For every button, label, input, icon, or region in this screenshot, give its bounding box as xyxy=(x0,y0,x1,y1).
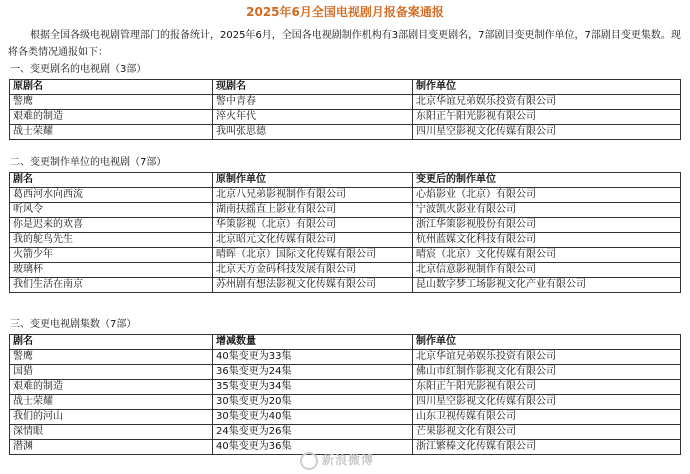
table-row xyxy=(10,410,681,425)
table-cell: 东阳正午阳光影视有限公司 xyxy=(413,380,681,395)
table-cell: 湖南扶摇直上影业有限公司 xyxy=(213,203,413,218)
table-cell: 北京信意影视制作有限公司 xyxy=(413,263,681,278)
table-cell: 我叫张思德 xyxy=(213,125,413,140)
intro-paragraph: 根据全国各级电视剧管理部门的报备统计，2025年6月，全国各电视剧制作机构有3部剧目变更剧名，7部剧目变更制作单位，7部剧目变更集数。现将各类情况通报如下： xyxy=(8,30,681,58)
table-cell: 我的鸵鸟先生 xyxy=(10,233,213,248)
table-cell: 艰难的制造 xyxy=(10,110,213,125)
page-title: 2025年6月全国电视剧月报备案通报 xyxy=(246,5,444,19)
table-cell: 30集变更为40集 xyxy=(213,410,413,425)
table-cell: 警中青春 xyxy=(213,95,413,110)
section-2-heading: 二、变更制作单位的电视剧（7部） xyxy=(10,157,167,168)
table-header-row xyxy=(10,173,681,188)
table-row xyxy=(10,218,681,233)
table-cell: 华策影视（北京）有限公司 xyxy=(213,218,413,233)
table-row xyxy=(10,263,681,278)
table-header-row xyxy=(10,80,681,95)
table-cell: 火箭少年 xyxy=(10,248,213,263)
table-cell: 深情眼 xyxy=(10,425,213,440)
table-cell: 晴晖（北京）国际文化传媒有限公司 xyxy=(213,248,413,263)
table-row xyxy=(10,395,681,410)
column-header: 剧名 xyxy=(10,335,213,350)
table-cell: 40集变更为33集 xyxy=(213,350,413,365)
table-cell: 佛山市红制作影视文化有限公司 xyxy=(413,365,681,380)
table-cell: 30集变更为20集 xyxy=(213,395,413,410)
column-header: 现剧名 xyxy=(213,80,413,95)
table-header-row xyxy=(10,335,681,350)
table-cell: 35集变更为34集 xyxy=(213,380,413,395)
watermark: 新浪微博 xyxy=(300,451,374,470)
table-row xyxy=(10,110,681,125)
table-cell: 40集变更为36集 xyxy=(213,440,413,455)
table-cell: 艰难的制造 xyxy=(10,380,213,395)
table-row xyxy=(10,350,681,365)
table-row xyxy=(10,233,681,248)
table-cell: 晴宸（北京）文化传媒有限公司 xyxy=(413,248,681,263)
table-row xyxy=(10,248,681,263)
table-cell: 葛西河水向西流 xyxy=(10,188,213,203)
table-row xyxy=(10,95,681,110)
table-row xyxy=(10,380,681,395)
table-cell: 我们的河山 xyxy=(10,410,213,425)
renamed-dramas-table xyxy=(9,79,681,140)
table-cell: 玻璃杯 xyxy=(10,263,213,278)
table-row xyxy=(10,203,681,218)
episode-change-table xyxy=(9,334,681,455)
column-header: 原剧名 xyxy=(10,80,213,95)
table-row xyxy=(10,365,681,380)
table-row xyxy=(10,125,681,140)
section-1-heading: 一、变更剧名的电视剧（3部） xyxy=(10,64,147,75)
table-row xyxy=(10,425,681,440)
table-cell: 北京天方金码科技发展有限公司 xyxy=(213,263,413,278)
table-cell: 24集变更为26集 xyxy=(213,425,413,440)
table-cell: 心焰影业（北京）有限公司 xyxy=(413,188,681,203)
column-header: 原制作单位 xyxy=(213,173,413,188)
table-cell: 浙江华策影视股份有限公司 xyxy=(413,218,681,233)
section-3-heading: 三、变更电视剧集数（7部） xyxy=(10,319,137,330)
table-cell: 宁波凯火影业有限公司 xyxy=(413,203,681,218)
table-cell: 警鹰 xyxy=(10,95,213,110)
table-cell: 北京华谊兄弟娱乐投资有限公司 xyxy=(413,350,681,365)
table-cell: 36集变更为24集 xyxy=(213,365,413,380)
table-cell: 浙江繁榛文化传媒有限公司 xyxy=(413,440,681,455)
table-cell: 芒果影视文化有限公司 xyxy=(413,425,681,440)
table-cell: 战士荣耀 xyxy=(10,395,213,410)
table-cell: 四川星空影视文化传媒有限公司 xyxy=(413,395,681,410)
table-cell: 潜渊 xyxy=(10,440,213,455)
column-header: 制作单位 xyxy=(413,80,681,95)
column-header: 变更后的制作单位 xyxy=(413,173,681,188)
table-cell: 淬火年代 xyxy=(213,110,413,125)
weibo-logo-icon xyxy=(300,452,318,470)
table-cell: 杭州蓝媒文化科技有限公司 xyxy=(413,233,681,248)
producer-change-table xyxy=(9,172,681,293)
table-cell: 警鹰 xyxy=(10,350,213,365)
column-header: 制作单位 xyxy=(413,335,681,350)
table-cell: 战士荣耀 xyxy=(10,125,213,140)
table-cell: 昆山数字梦工场影视文化产业有限公司 xyxy=(413,278,681,293)
table-cell: 你是迟来的欢喜 xyxy=(10,218,213,233)
column-header: 增减数量 xyxy=(213,335,413,350)
table-cell: 北京华谊兄弟娱乐投资有限公司 xyxy=(413,95,681,110)
table-cell: 北京昭元文化传媒有限公司 xyxy=(213,233,413,248)
column-header: 剧名 xyxy=(10,173,213,188)
table-cell: 苏州剧有想法影视文化传媒有限公司 xyxy=(213,278,413,293)
table-row xyxy=(10,278,681,293)
table-row xyxy=(10,188,681,203)
table-cell: 听风令 xyxy=(10,203,213,218)
table-cell: 北京八兄弟影视制作有限公司 xyxy=(213,188,413,203)
table-cell: 东阳正午阳光影视有限公司 xyxy=(413,110,681,125)
table-cell: 山东卫视传媒有限公司 xyxy=(413,410,681,425)
table-cell: 四川星空影视文化传媒有限公司 xyxy=(413,125,681,140)
table-cell: 我们生活在南京 xyxy=(10,278,213,293)
table-cell: 国猎 xyxy=(10,365,213,380)
